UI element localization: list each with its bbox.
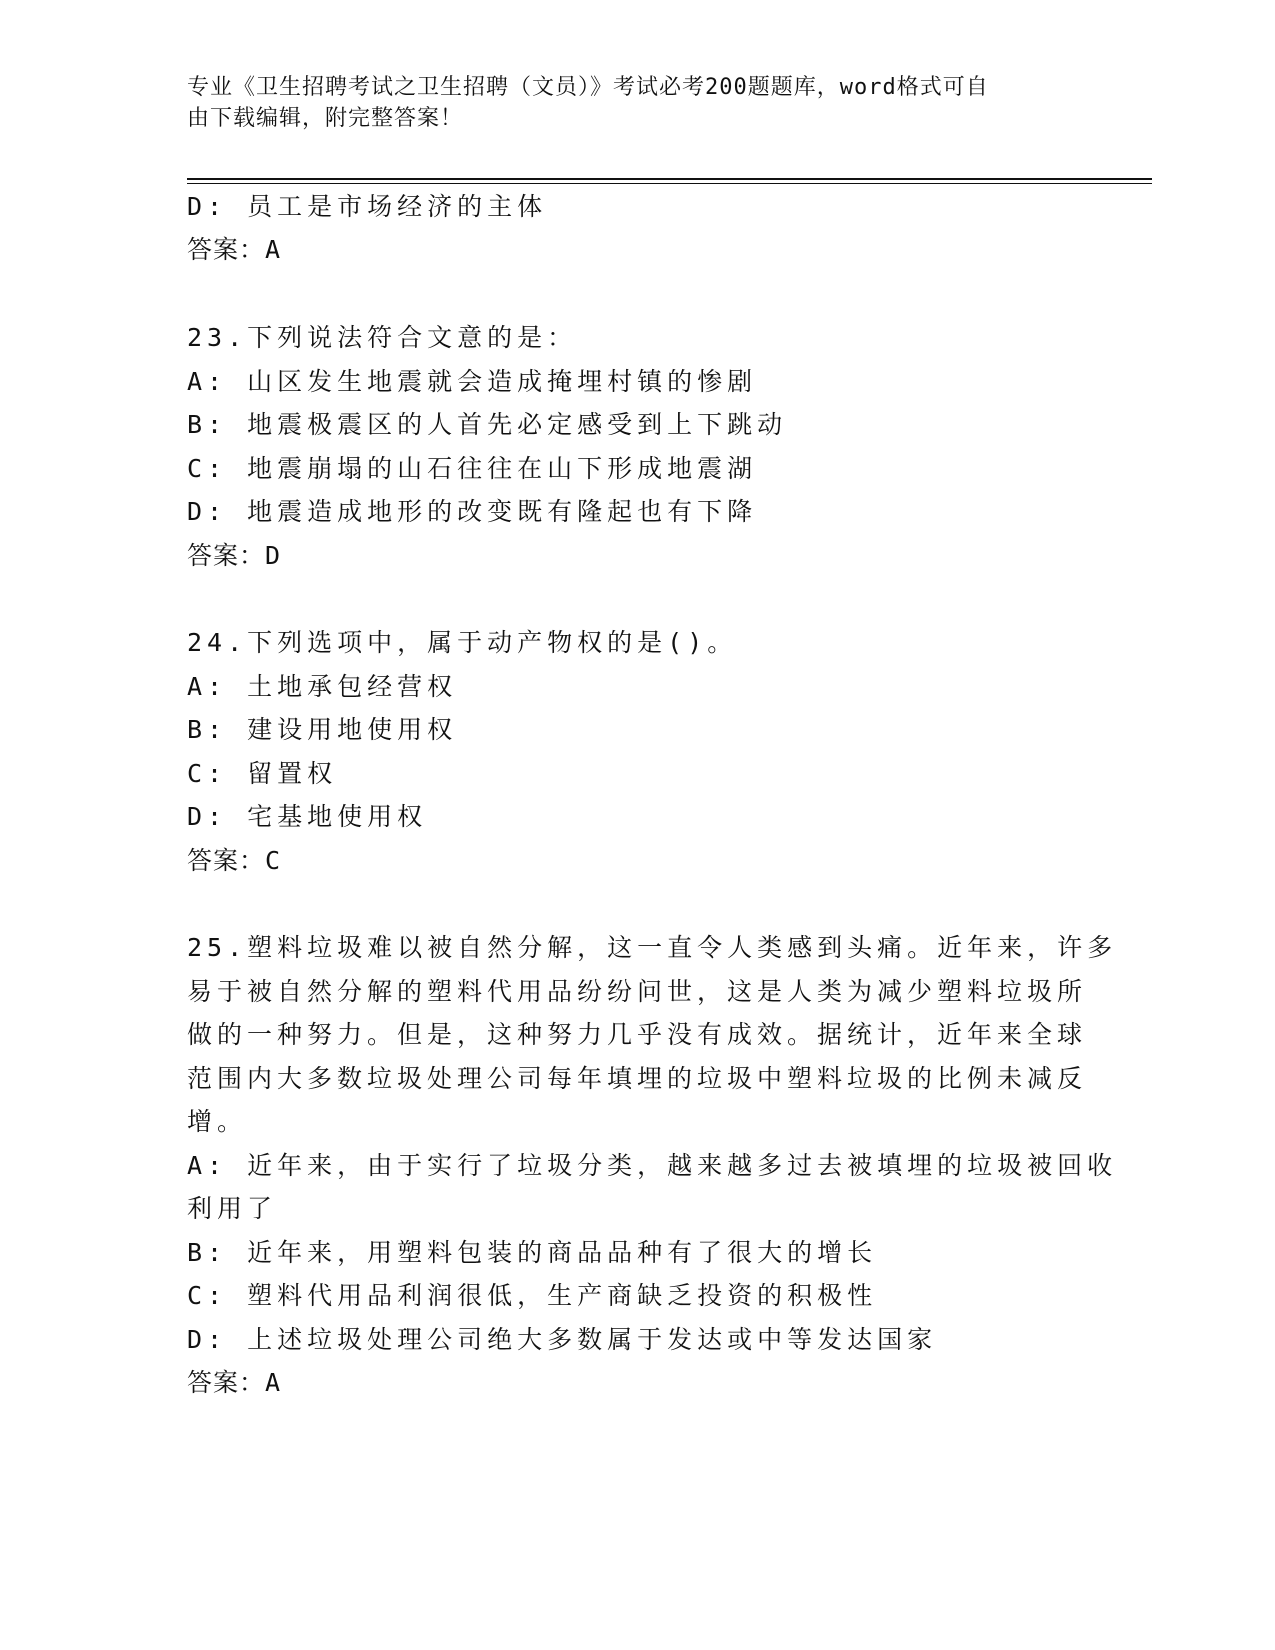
q23-option-d: D: 地震造成地形的改变既有隆起也有下降 bbox=[187, 497, 758, 526]
document-header bbox=[187, 72, 1067, 134]
q23-answer bbox=[187, 539, 281, 573]
answer-label: 答案： bbox=[187, 1368, 266, 1397]
q25-stem-line-5: 增。 bbox=[187, 1107, 248, 1136]
q25-option-c: C: 塑料代用品利润很低，生产商缺乏投资的积极性 bbox=[187, 1281, 878, 1310]
answer-value: A bbox=[265, 235, 282, 264]
q23-option-b: B: 地震极震区的人首先必定感受到上下跳动 bbox=[187, 410, 788, 439]
q25-option-b: B: 近年来，用塑料包装的商品品种有了很大的增长 bbox=[187, 1238, 878, 1267]
q25-stem-line-4: 范围内大多数垃圾处理公司每年填埋的垃圾中塑料垃圾的比例未减反 bbox=[187, 1064, 1088, 1093]
q24-stem: 24.下列选项中，属于动产物权的是()。 bbox=[187, 628, 738, 657]
q25-option-d: D: 上述垃圾处理公司绝大多数属于发达或中等发达国家 bbox=[187, 1325, 938, 1354]
q25-option-a-line-1: A: 近年来，由于实行了垃圾分类，越来越多过去被填埋的垃圾被回收 bbox=[187, 1151, 1118, 1180]
q24-option-c: C: 留置权 bbox=[187, 759, 338, 788]
q25-stem-line-2: 易于被自然分解的塑料代用品纷纷问世，这是人类为减少塑料垃圾所 bbox=[187, 977, 1088, 1006]
q24-answer bbox=[187, 844, 281, 878]
answer-value: D bbox=[265, 541, 282, 570]
q24-option-a: A: 土地承包经营权 bbox=[187, 672, 458, 701]
q24-option-b: B: 建设用地使用权 bbox=[187, 715, 458, 744]
q22-option-d: D: 员工是市场经济的主体 bbox=[187, 192, 548, 221]
q23-option-c: C: 地震崩塌的山石往往在山下形成地震湖 bbox=[187, 454, 758, 483]
q23-option-a: A: 山区发生地震就会造成掩埋村镇的惨剧 bbox=[187, 367, 758, 396]
header-line-2: 由下载编辑，附完整答案！ bbox=[187, 106, 464, 131]
answer-label: 答案： bbox=[187, 235, 266, 264]
q22-answer bbox=[187, 233, 281, 267]
header-line-1: 专业《卫生招聘考试之卫生招聘（文员）》考试必考200题题库，word格式可自 bbox=[187, 75, 989, 100]
q25-stem-line-3: 做的一种努力。但是，这种努力几乎没有成效。据统计，近年来全球 bbox=[187, 1020, 1088, 1049]
answer-label: 答案： bbox=[187, 541, 266, 570]
answer-value: C bbox=[265, 846, 282, 875]
q25-answer bbox=[187, 1366, 281, 1400]
q25-stem-line-1: 25.塑料垃圾难以被自然分解，这一直令人类感到头痛。近年来，许多 bbox=[187, 933, 1118, 962]
q25-option-a-line-2: 利用了 bbox=[187, 1194, 278, 1223]
answer-label: 答案： bbox=[187, 846, 266, 875]
q24-option-d: D: 宅基地使用权 bbox=[187, 802, 428, 831]
q23-stem: 23.下列说法符合文意的是： bbox=[187, 323, 578, 352]
header-divider-thin bbox=[187, 183, 1152, 184]
header-divider-thick bbox=[187, 178, 1152, 180]
answer-value: A bbox=[265, 1368, 282, 1397]
